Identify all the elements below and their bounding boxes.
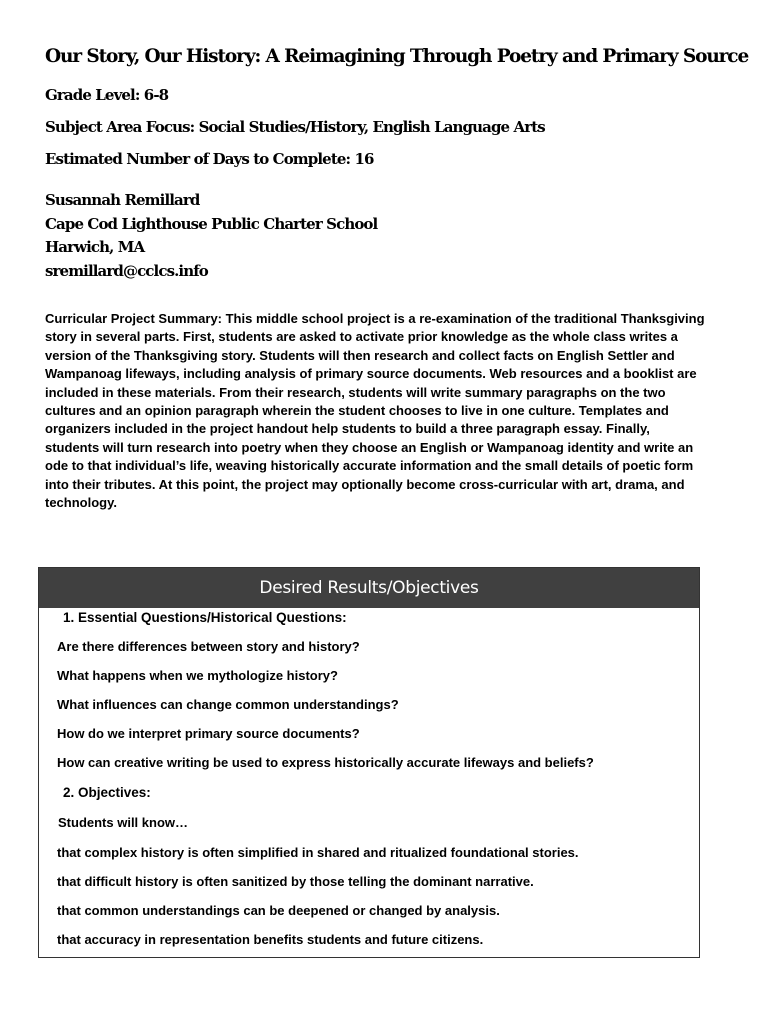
days-to-complete: Estimated Number of Days to Complete: 16 [45,150,374,168]
objectives-intro: Students will know… [58,815,189,830]
author-school: Cape Cod Lighthouse Public Charter School [45,214,378,233]
objectives-panel [38,567,700,958]
objective-item: that difficult history is often sanitized by those telling the dominant narrative. [57,874,534,889]
question-item: How do we interpret primary source documents? [57,726,360,741]
question-item: What happens when we mythologize history? [57,668,338,683]
objective-item: that accuracy in representation benefits students and future citizens. [57,932,484,947]
objective-item: that complex history is often simplified in shared and ritualized foundational stories. [57,845,579,860]
section-heading-questions: 1. Essential Questions/Historical Questions: [63,610,347,625]
question-item: How can creative writing be used to express historically accurate lifeways and beliefs? [57,755,594,770]
subject-area: Subject Area Focus: Social Studies/History, English Language Arts [45,118,545,136]
project-summary: Curricular Project Summary: This middle school project is a re-examination of the traditional Thanksgiving story in several parts. First, students are asked to activate prior knowledge as the whole class writes a version of the Thanksgiving story. Students will then research and collect facts on English Settler and Wampanoag lifeways, including analysis of primary source documents. Web resources and a booklist are included in these materials. From their research, students will write summary paragraphs on the two cultures and an opinion paragraph wherein the student chooses to live in one culture. Templates and organizers included in the project handout help students to build a three paragraph essay. Finally, students will turn research into poetry when they choose an English or Wampanoag identity and write an ode to that individual’s life, weaving historically accurate information and the small details of poetic form into their tributes. At this point, the project may optionally become cross-curricular with art, drama, and technology. [45,311,705,511]
objective-item: that common understandings can be deepened or changed by analysis. [57,903,500,918]
question-item: What influences can change common understandings? [57,697,399,712]
question-item: Are there differences between story and history? [57,639,360,654]
document-title: Our Story, Our History: A Reimagining Through Poetry and Primary Source [45,46,749,67]
grade-level: Grade Level: 6-8 [45,86,169,104]
panel-header: Desired Results/Objectives [39,568,699,608]
author-block [45,189,377,283]
author-location: Harwich, MA [45,238,145,256]
section-heading-objectives: 2. Objectives: [63,785,151,800]
author-email: sremillard@cclcs.info [45,261,208,280]
author-name: Susannah Remillard [45,191,200,209]
